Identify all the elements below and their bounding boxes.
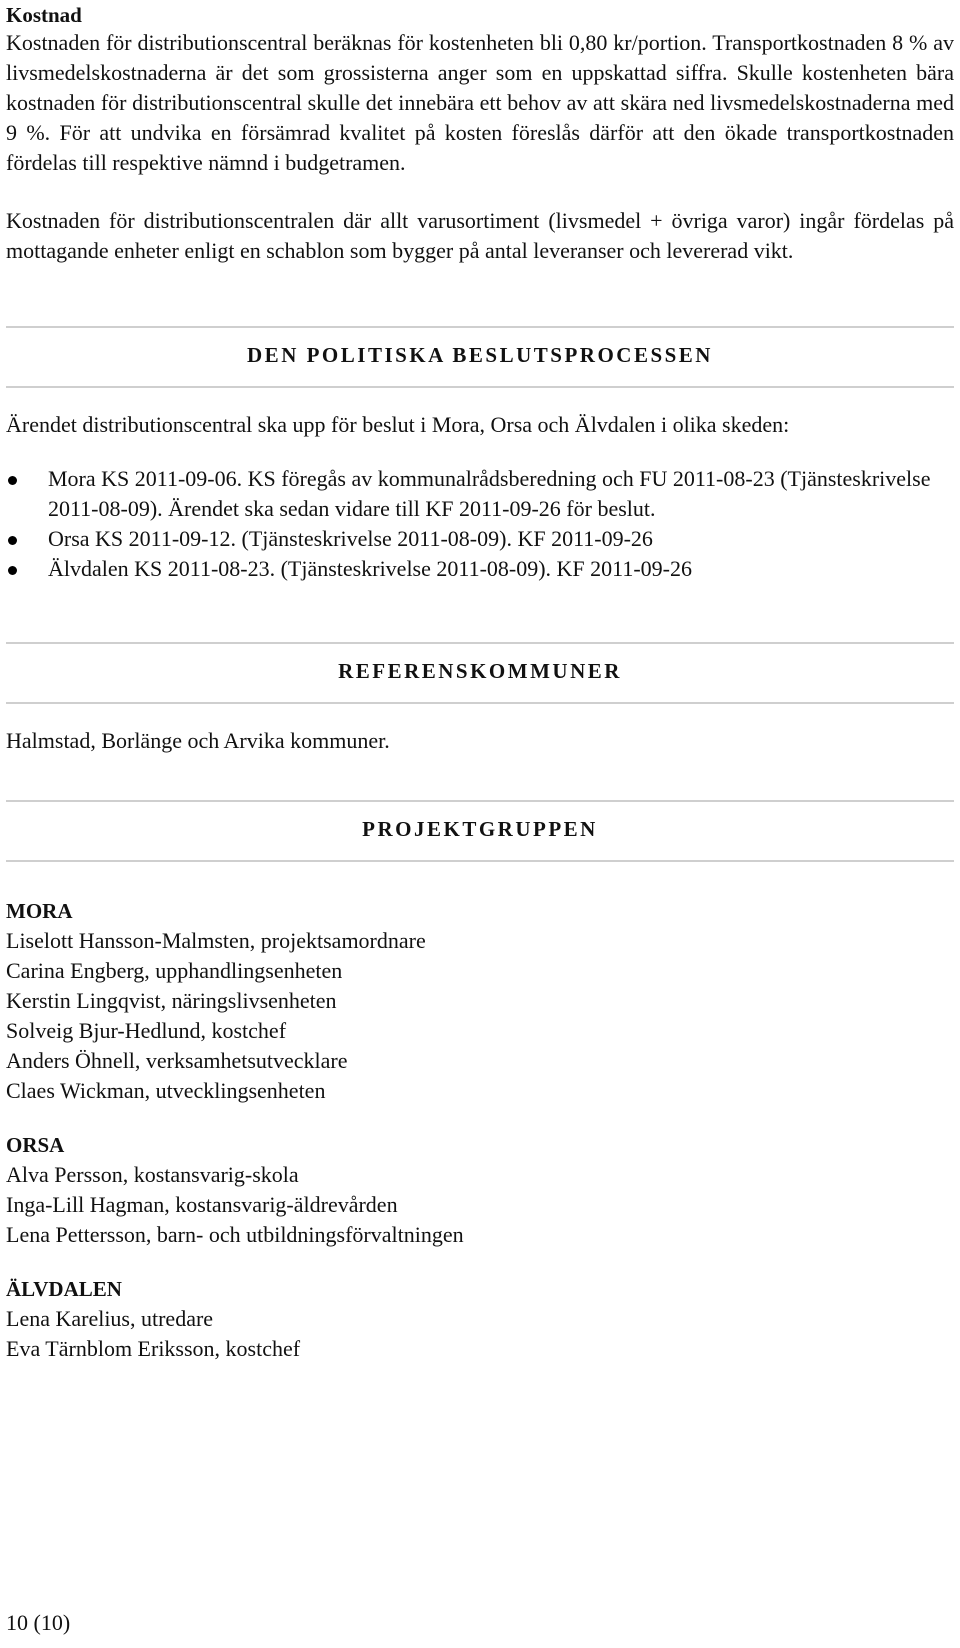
beslutsprocessen-intro: Ärendet distributionscentral ska upp för beslut i Mora, Orsa och Älvdalen i olika skeden: bbox=[6, 412, 790, 437]
group-member: Lena Karelius, utredare bbox=[6, 1306, 214, 1331]
bullet-icon bbox=[8, 476, 17, 485]
kostnad-heading: Kostnad bbox=[6, 3, 82, 27]
group-member: Solveig Bjur-Hedlund, kostchef bbox=[6, 1018, 287, 1043]
projektgruppen-title: PROJEKTGRUPPEN bbox=[362, 817, 598, 841]
group-member: Kerstin Lingqvist, näringslivsenheten bbox=[6, 988, 337, 1013]
group-member: Inga-Lill Hagman, kostansvarig-äldrevården bbox=[6, 1192, 398, 1217]
section-divider-bottom bbox=[6, 702, 954, 704]
kostnad-paragraph-1: Kostnaden för distributionscentral beräknas för kostenheten bli 0,80 kr/portion. Transportkostnaden 8 % av livsmedelskostnaderna är det som grossisterna anger som en uppskattad siffra. Skulle kostenheten bära kostnaden för distributionscentral skulle det innebära ett behov av att skära ned livsmedelskostnaderna med 9 %. För att undvika en försämrad kvalitet på kosten föreslås därför att den ökade transportkostnaden fördelas till respektive nämnd i budgetramen. bbox=[6, 30, 954, 175]
section-divider-top bbox=[6, 642, 954, 644]
group-heading: ÄLVDALEN bbox=[6, 1277, 122, 1301]
kostnad-paragraph-2: Kostnaden för distributionscentralen där allt varusortiment (livsmedel + övriga varor) ingår fördelas på mottagande enheter enligt en schablon som bygger på antal leveranser och levererad vikt. bbox=[6, 208, 954, 263]
section-divider-top bbox=[6, 326, 954, 328]
referenskommuner-title: REFERENSKOMMUNER bbox=[338, 659, 622, 683]
document-page bbox=[6, 0, 954, 1364]
page-number: 10 (10) bbox=[6, 1610, 71, 1635]
bullet-icon bbox=[8, 566, 17, 575]
group-heading: ORSA bbox=[6, 1133, 65, 1157]
group-member: Eva Tärnblom Eriksson, kostchef bbox=[6, 1336, 301, 1361]
beslut-list bbox=[6, 464, 954, 584]
group-heading: MORA bbox=[6, 899, 73, 923]
referenskommuner-text: Halmstad, Borlänge och Arvika kommuner. bbox=[6, 728, 390, 753]
group-member: Alva Persson, kostansvarig-skola bbox=[6, 1162, 299, 1187]
beslut-item-orsa bbox=[6, 524, 954, 554]
group-orsa bbox=[6, 1130, 954, 1250]
group-member: Carina Engberg, upphandlingsenheten bbox=[6, 958, 343, 983]
group-member: Claes Wickman, utvecklingsenheten bbox=[6, 1078, 326, 1103]
section-divider-bottom bbox=[6, 860, 954, 862]
beslut-item-mora bbox=[6, 464, 954, 524]
beslut-item-text: Orsa KS 2011-09-12. (Tjänsteskrivelse 2011-08-09). KF 2011-09-26 bbox=[48, 526, 653, 551]
group-member: Liselott Hansson-Malmsten, projektsamordnare bbox=[6, 928, 426, 953]
beslut-item-alvdalen bbox=[6, 554, 954, 584]
group-mora bbox=[6, 896, 954, 1106]
beslut-item-text: Älvdalen KS 2011-08-23. (Tjänsteskrivelse 2011-08-09). KF 2011-09-26 bbox=[48, 556, 693, 581]
group-member: Lena Pettersson, barn- och utbildningsförvaltningen bbox=[6, 1222, 464, 1247]
group-member: Anders Öhnell, verksamhetsutvecklare bbox=[6, 1048, 348, 1073]
group-alvdalen bbox=[6, 1274, 954, 1364]
section-divider-top bbox=[6, 800, 954, 802]
beslutsprocessen-title: DEN POLITISKA BESLUTSPROCESSEN bbox=[247, 343, 713, 367]
bullet-icon bbox=[8, 536, 17, 545]
beslut-item-text: Mora KS 2011-09-06. KS föregås av kommunalrådsberedning och FU 2011-08-23 (Tjänsteskrivelse 2011-08-09). Ärendet ska sedan vidare till KF 2011-09-26 för beslut. bbox=[48, 466, 931, 521]
section-divider-bottom bbox=[6, 386, 954, 388]
